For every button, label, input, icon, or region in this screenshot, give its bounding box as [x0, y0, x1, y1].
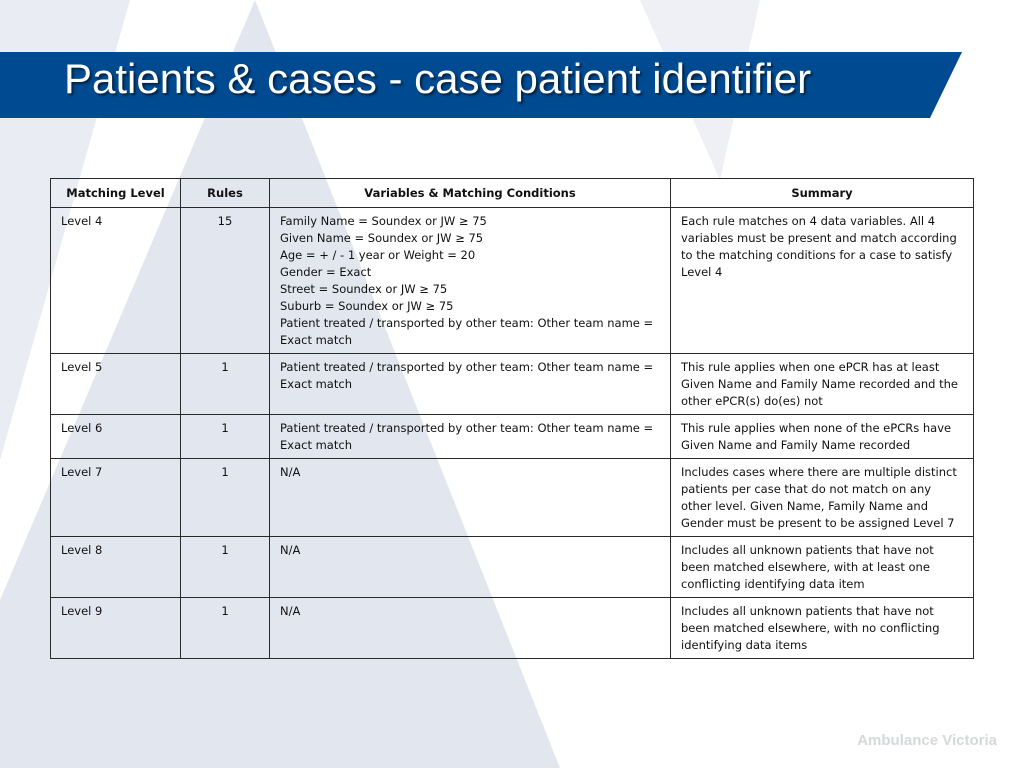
header-rules: Rules [181, 179, 270, 208]
cell-rules: 1 [181, 537, 270, 598]
condition-line: N/A [280, 465, 301, 479]
matching-levels-table [50, 178, 974, 659]
table-row [51, 598, 974, 659]
cell-conditions [270, 208, 671, 354]
cell-matching-level: Level 8 [51, 537, 181, 598]
cell-rules: 1 [181, 354, 270, 415]
table-header-row [51, 179, 974, 208]
condition-line: Suburb = Soundex or JW ≥ 75 [280, 299, 454, 313]
cell-summary: Includes cases where there are multiple distinct patients per case that do not match on any other level. Given Name, Family Name and Gender must be present to be assigned Level 7 [671, 459, 974, 537]
cell-matching-level: Level 6 [51, 415, 181, 459]
cell-summary: Includes all unknown patients that have not been matched elsewhere, with at least one conflicting identifying data item [671, 537, 974, 598]
cell-summary: This rule applies when none of the ePCRs have Given Name and Family Name recorded [671, 415, 974, 459]
cell-conditions [270, 459, 671, 537]
table-row [51, 459, 974, 537]
cell-rules: 15 [181, 208, 270, 354]
condition-line: N/A [280, 543, 301, 557]
cell-conditions [270, 537, 671, 598]
cell-matching-level: Level 5 [51, 354, 181, 415]
matching-levels-table-container [50, 178, 974, 659]
cell-rules: 1 [181, 459, 270, 537]
page-title: Patients & cases - case patient identifier [64, 55, 812, 102]
condition-line: Given Name = Soundex or JW ≥ 75 [280, 231, 484, 245]
cell-summary: Each rule matches on 4 data variables. All 4 variables must be present and match according to the matching conditions for a case to satisfy Level 4 [671, 208, 974, 354]
table-row [51, 537, 974, 598]
condition-line: Family Name = Soundex or JW ≥ 75 [280, 214, 487, 228]
cell-conditions [270, 354, 671, 415]
table-row [51, 208, 974, 354]
condition-line: N/A [280, 604, 301, 618]
table-row [51, 354, 974, 415]
condition-line: Street = Soundex or JW ≥ 75 [280, 282, 448, 296]
condition-line: Patient treated / transported by other team: Other team name = Exact match [280, 360, 654, 391]
cell-conditions [270, 598, 671, 659]
cell-matching-level: Level 7 [51, 459, 181, 537]
condition-line: Patient treated / transported by other team: Other team name = Exact match [280, 421, 654, 452]
header-summary: Summary [671, 179, 974, 208]
cell-summary: This rule applies when one ePCR has at least Given Name and Family Name recorded and the other ePCR(s) do(es) not [671, 354, 974, 415]
cell-rules: 1 [181, 598, 270, 659]
cell-matching-level: Level 9 [51, 598, 181, 659]
cell-matching-level: Level 4 [51, 208, 181, 354]
cell-conditions [270, 415, 671, 459]
table-row [51, 415, 974, 459]
table-body [51, 208, 974, 659]
condition-line: Age = + / - 1 year or Weight = 20 [280, 248, 476, 262]
header-matching-level: Matching Level [51, 179, 181, 208]
condition-line: Patient treated / transported by other team: Other team name = Exact match [280, 316, 654, 347]
cell-summary: Includes all unknown patients that have not been matched elsewhere, with no conflicting identifying data items [671, 598, 974, 659]
cell-rules: 1 [181, 415, 270, 459]
condition-line: Gender = Exact [280, 265, 372, 279]
header-variables-conditions: Variables & Matching Conditions [270, 179, 671, 208]
footer-brand-logo-text: Ambulance Victoria [857, 732, 997, 749]
